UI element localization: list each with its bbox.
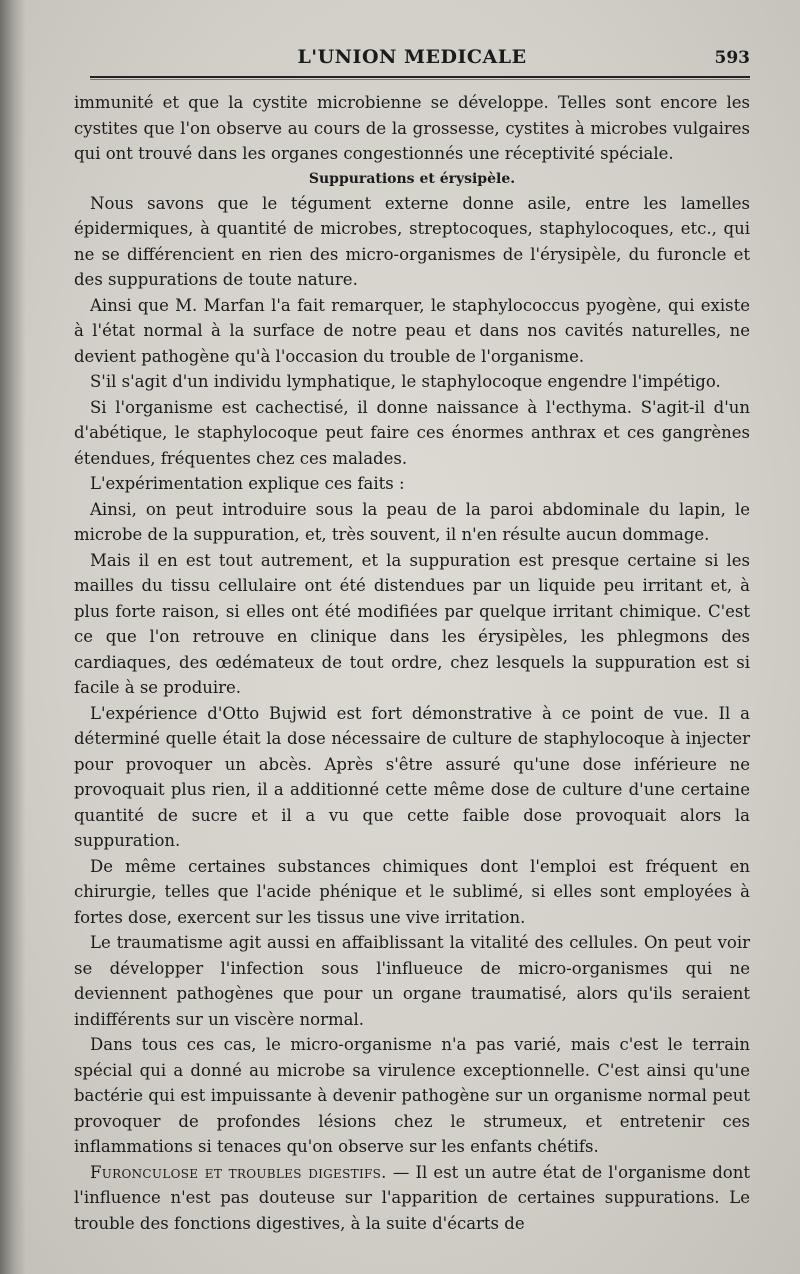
header-rule-thin: [90, 79, 750, 80]
paragraph: Dans tous ces cas, le micro-organisme n'a pas varié, mais c'est le terrain spécial qui a donné au microbe sa virulence exceptionnelle. C'est ainsi qu'une bactérie qui est impuissante à devenir pathogène sur un organisme normal peut provoquer de profondes lésions chez le strumeux, et entretenir ces inflammations si tenaces qu'on observe sur les enfants chétifs.: [74, 1035, 750, 1156]
run-in-heading: Furonculose et troubles digestifs.: [90, 1162, 387, 1182]
paragraph: Mais il en est tout autrement, et la suppuration est presque certaine si les mailles du tissu cellulaire ont été distendues par un liquide peu irritant et, à plus forte raison, si elles ont été modifiées par quelque irritant chimique. C'est ce que l'on retrouve en clinique dans les érysipèles, les phlegmons des cardiaques, des œdémateux de tout ordre, chez lesquels la suppuration est si facile à se produire.: [74, 550, 750, 697]
paragraph: Ainsi que M. Marfan l'a fait remarquer, le staphylococcus pyogène, qui existe à l'état normal à la surface de notre peau et dans nos cavités naturelles, ne devient pathogène qu'à l'occasion du trouble de l'organisme.: [74, 295, 750, 366]
article-body: [74, 90, 750, 1236]
journal-title: L'UNION MEDICALE: [297, 46, 527, 68]
running-header: [74, 44, 750, 74]
paragraph: Ainsi, on peut introduire sous la peau de la paroi abdominale du lapin, le microbe de la suppuration, et, très souvent, il n'en résulte aucun dommage.: [74, 499, 750, 544]
paragraph: Le traumatisme agit aussi en affaiblissant la vitalité des cellules. On peut voir se développer l'infection sous l'influeuce de micro-organismes qui ne deviennent pathogènes que pour un organe traumatisé, alors qu'ils seraient indifférents sur un viscère normal.: [74, 933, 750, 1029]
paragraph: Nous savons que le tégument externe donne asile, entre les lamelles épidermiques, à quantité de microbes, streptocoques, staphylocoques, etc., qui ne se différencient en rien des micro-organismes de l'érysipèle, du furoncle et des suppurations de toute nature.: [74, 193, 750, 289]
paragraph: De même certaines substances chimiques dont l'emploi est fréquent en chirurgie, telles que l'acide phénique et le sublimé, si elles sont employées à fortes dose, exercent sur les tissus une vive irritation.: [74, 856, 750, 927]
paragraph: S'il s'agit d'un individu lymphatique, le staphylocoque engendre l'impétigo.: [90, 372, 721, 391]
header-rule: [90, 76, 750, 78]
binding-shadow: [0, 0, 26, 1274]
paragraph: immunité et que la cystite microbienne se développe. Telles sont encore les cystites que l'on observe au cours de la grossesse, cystites à microbes vulgaires qui ont trouvé dans les organes congestionnés une réceptivité spéciale.: [74, 93, 750, 163]
paragraph-furonculose: [74, 1160, 750, 1237]
section-heading: Suppurations et érysipèle.: [308, 170, 516, 187]
paragraph: L'expérience d'Otto Bujwid est fort démonstrative à ce point de vue. Il a déterminé quelle était la dose nécessaire de culture de staphylocoque à injecter pour provoquer un abcès. Après s'être assuré qu'une dose inférieure ne provoquait plus rien, il a additionné cette même dose de culture d'une certaine quantité de sucre et il a vu que cette faible dose provoquait alors la suppuration.: [74, 703, 750, 850]
paragraph: L'expérimentation explique ces faits :: [90, 474, 405, 493]
paragraph-text: — Il est un autre état de l'organisme dont l'influence n'est pas douteuse sur l'apparition de certaines suppurations. Le trouble des fonctions digestives, à la suite d'écarts de: [74, 1162, 750, 1233]
page-number: 593: [714, 48, 750, 68]
paragraph: Si l'organisme est cachectisé, il donne naissance à l'ecthyma. S'agit-il d'un d'abétique, le staphylocoque peut faire ces énormes anthrax et ces gangrènes étendues, fréquentes chez ces malades.: [74, 397, 750, 468]
